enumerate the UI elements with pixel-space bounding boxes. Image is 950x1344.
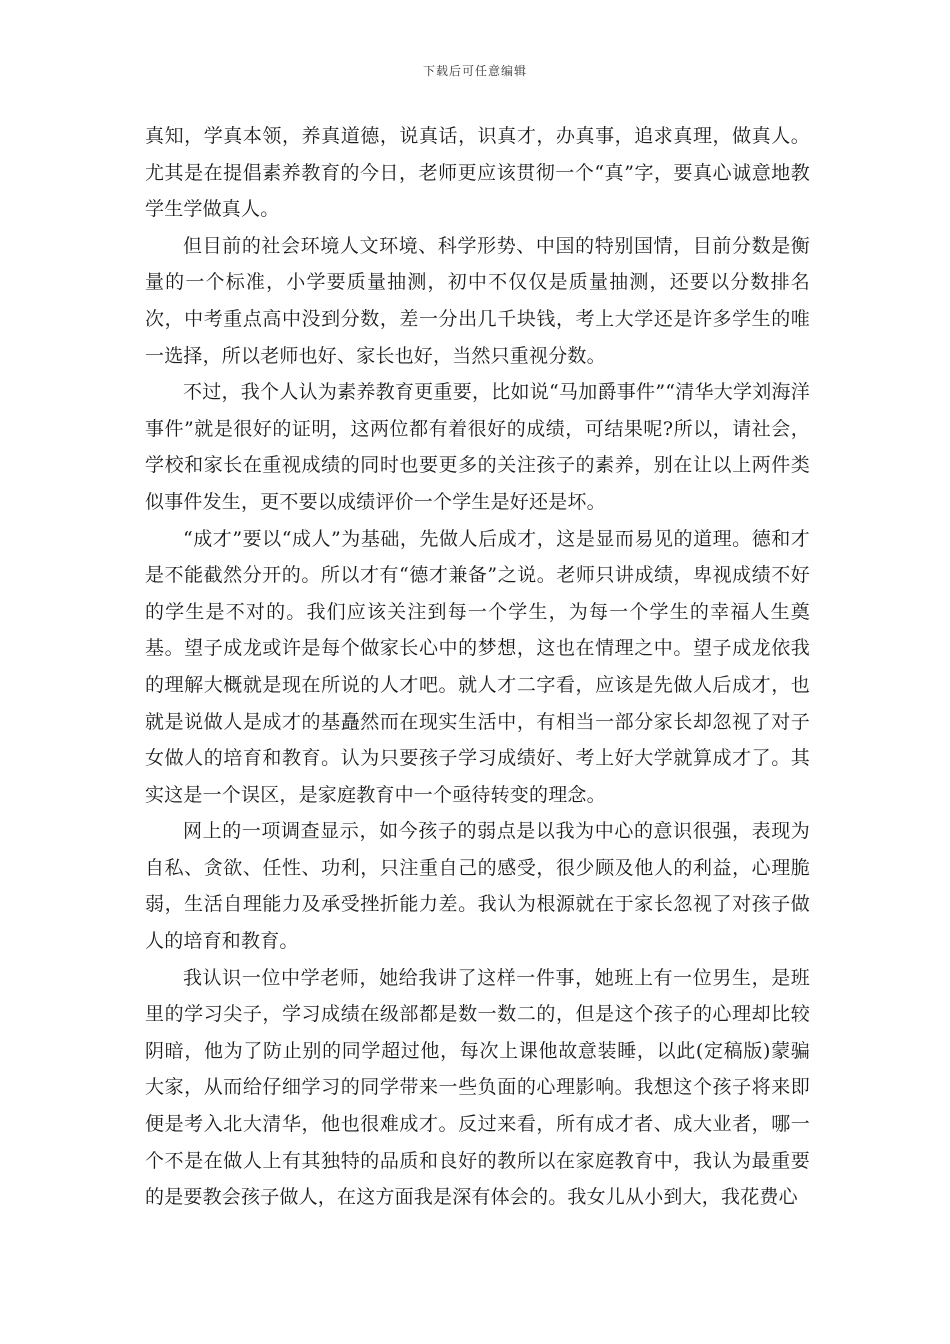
page-header-note: 下载后可任意编辑 [422,64,527,78]
document-body [145,118,810,1216]
paragraph-5: 网上的一项调查显示，如今孩子的弱点是以我为中心的意识很强，表现为自私、贪欲、任性、功利，只注重自己的感受，很少顾及他人的利益，心理脆弱，生活自理能力及承受挫折能力差。我认为根源就在于家长忽视了对孩子做人的培育和教育。 [145,820,810,953]
paragraph-1: 真知，学真本领，养真道德，说真话，识真才，办真事，追求真理，做真人。尤其是在提倡素养教育的今日，老师更应该贯彻一个“真”字，要真心诚意地教学生学做真人。 [145,125,810,221]
paragraph-2: 但目前的社会环境人文环境、科学形势、中国的特别国情，目前分数是衡量的一个标准，小学要质量抽测，初中不仅仅是质量抽测，还要以分数排名次，中考重点高中没到分数，差一分出几千块钱，考上大学还是许多学生的唯一选择，所以老师也好、家长也好，当然只重视分数。 [145,234,810,367]
paragraph-6: 我认识一位中学老师，她给我讲了这样一件事，她班上有一位男生，是班里的学习尖子，学习成绩在级部都是数一数二的，但是这个孩子的心理却比较阴暗，他为了防止别的同学超过他，每次上课他故意装睡，以此(定稿版)蒙骗大家，从而给仔细学习的同学带来一些负面的心理影响。我想这个孩子将来即便是考入北大清华，他也很难成才。反过来看，所有成才者、成大业者，哪一个不是在做人上有其独特的品质和良好的教所以在家庭教育中，我认为最重要的是要教会孩子做人，在这方面我是深有体会的。我女儿从小到大，我花费心 [145,966,810,1209]
paragraph-4: “成才”要以“成人”为基础，先做人后成才，这是显而易见的道理。德和才是不能截然分开的。所以才有“德才兼备”之说。老师只讲成绩，卑视成绩不好的学生是不对的。我们应该关注到每一个学生，为每一个学生的幸福人生奠基。望子成龙或许是每个做家长心中的梦想，这也在情理之中。望子成龙依我的理解大概就是现在所说的人才吧。就人才二字看，应该是先做人后成才，也就是说做人是成才的基矗然而在现实生活中，有相当一部分家长却忽视了对子女做人的培育和教育。认为只要孩子学习成绩好、考上好大学就算成才了。其实这是一个误区，是家庭教育中一个亟待转变的理念。 [145,527,810,806]
paragraph-3: 不过，我个人认为素养教育更重要，比如说“马加爵事件”“清华大学刘海洋事件”就是很好的证明，这两位都有着很好的成绩，可结果呢?所以，请社会，学校和家长在重视成绩的同时也要更多的关注孩子的素养，别在让以上两件类似事件发生，更不要以成绩评价一个学生是好还是坏。 [145,381,810,513]
